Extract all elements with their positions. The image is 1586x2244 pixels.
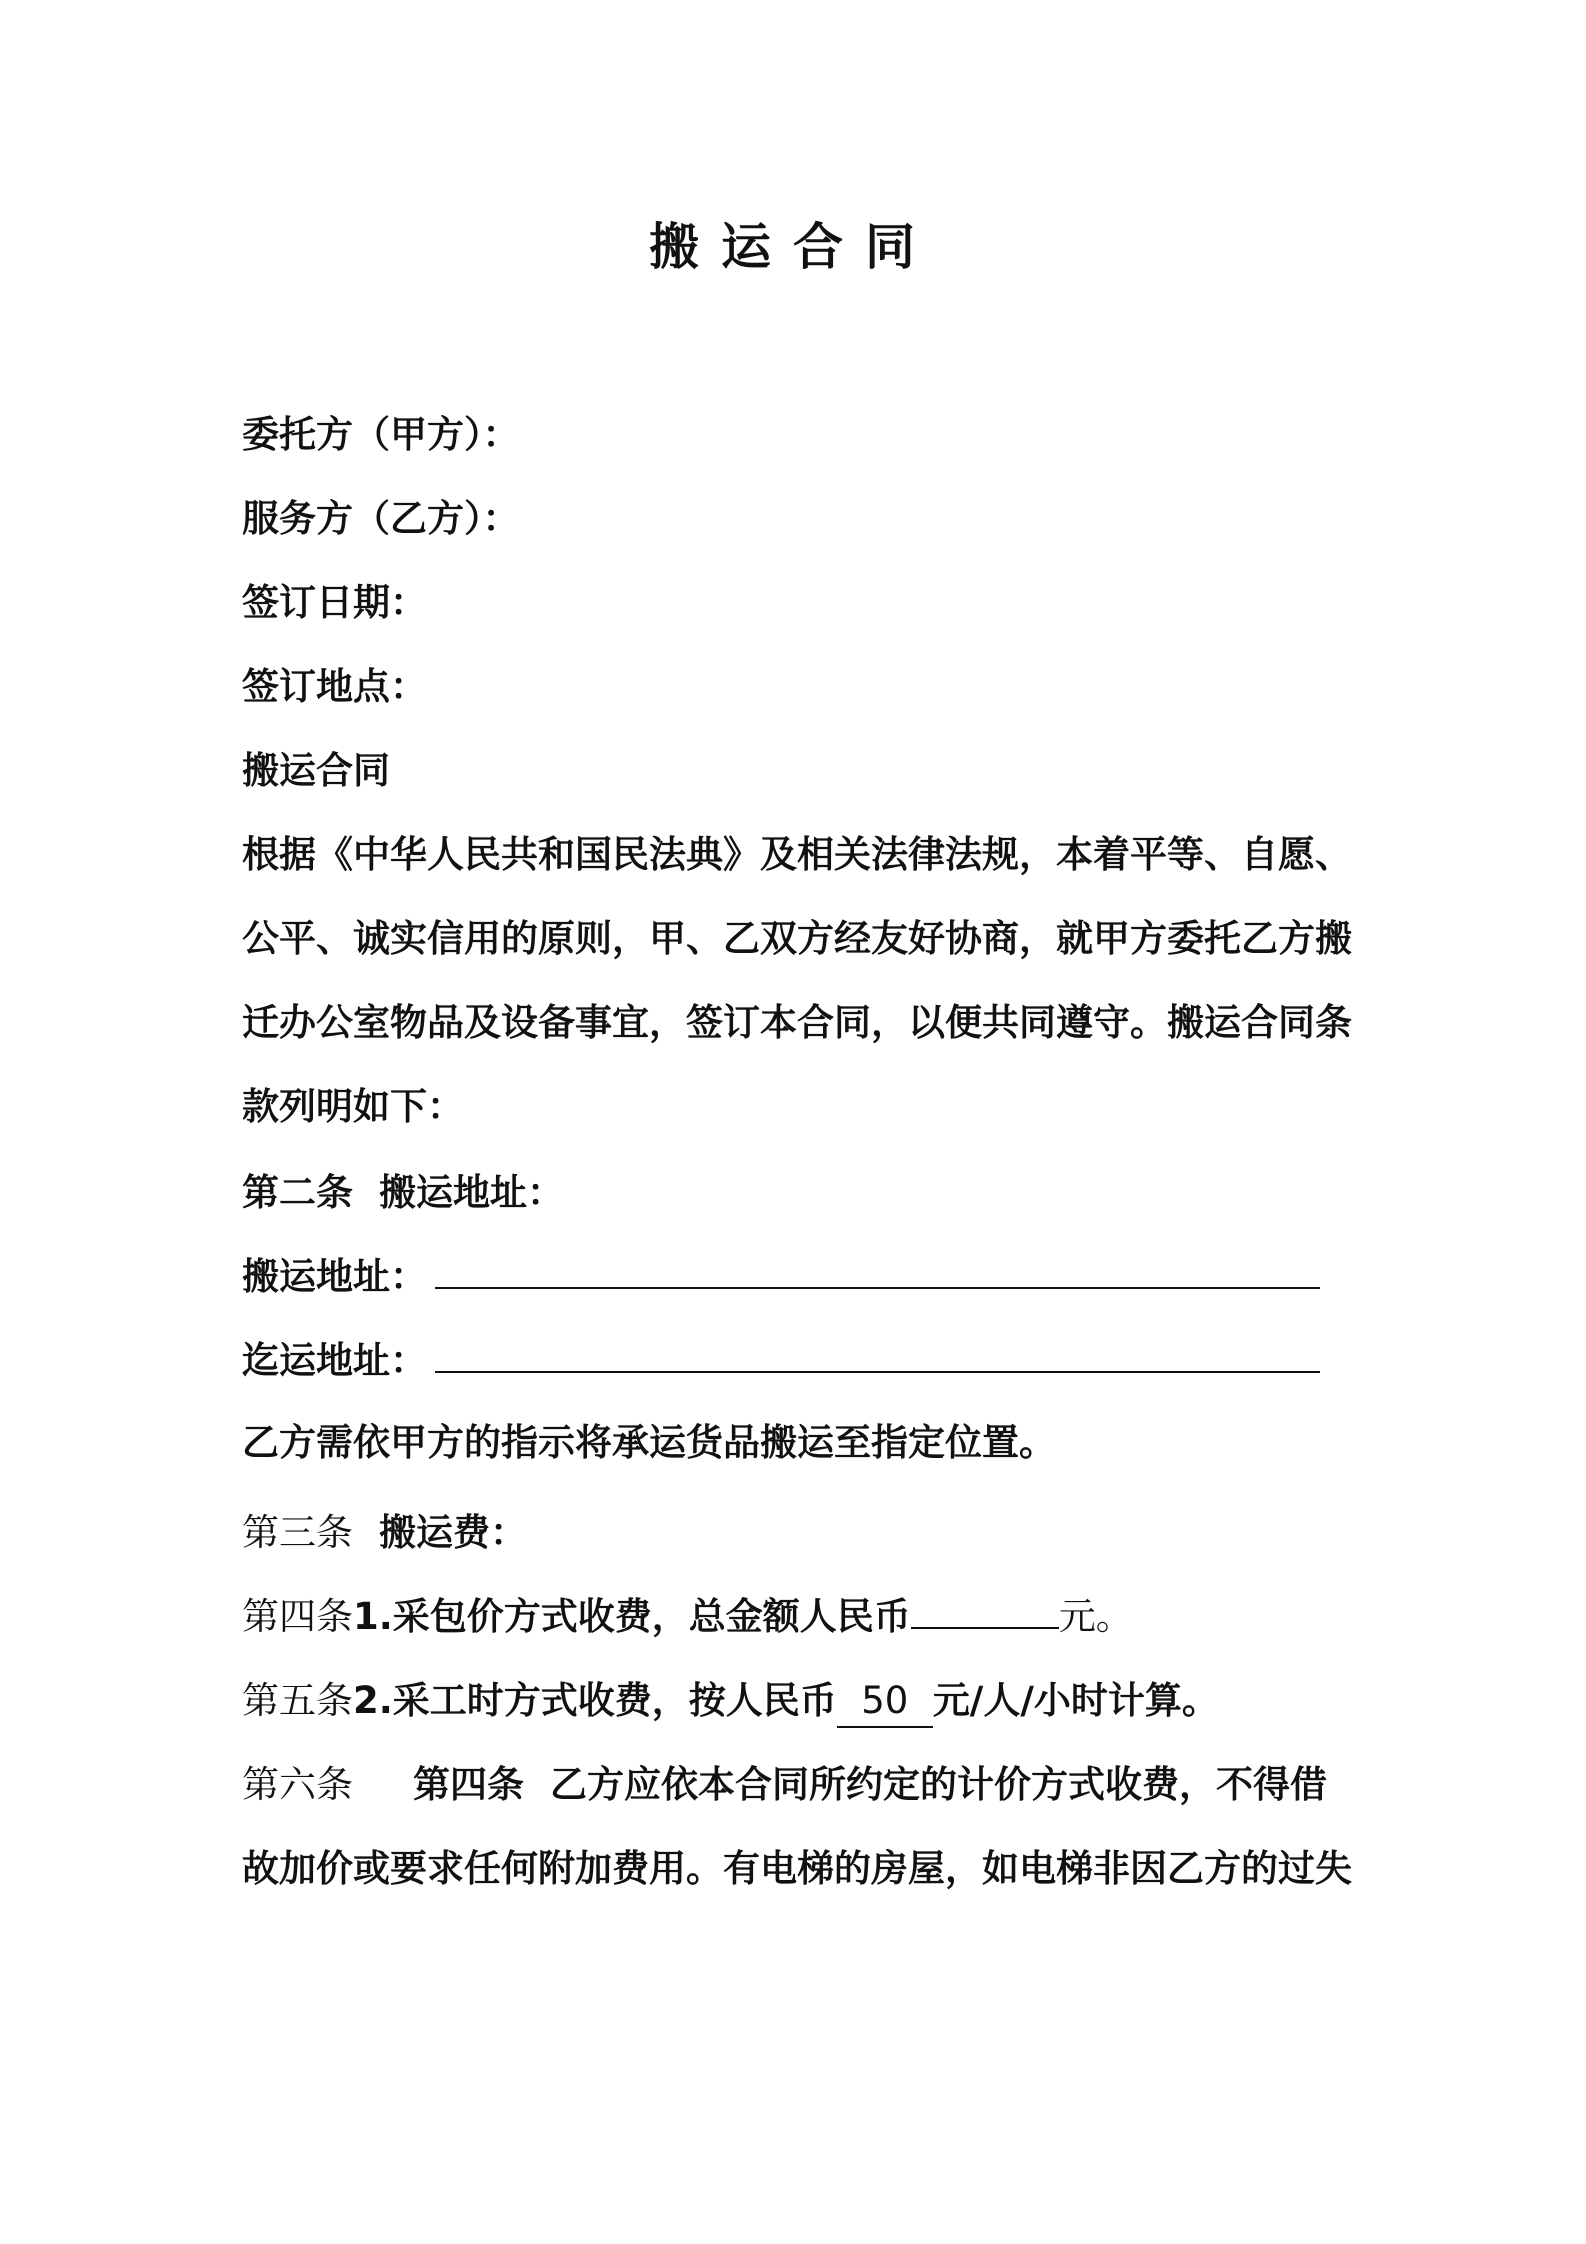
- article-2-number: 第二条: [242, 1171, 353, 1214]
- from-address-field: [242, 1252, 1362, 1302]
- article-6-line-1: [242, 1760, 1362, 1810]
- total-amount-blank: [911, 1593, 1059, 1629]
- article-5-text: 2.采工时方式收费，按人民币: [353, 1679, 837, 1722]
- article-6-text-1: 乙方应依本合同所约定的计价方式收费，不得借: [550, 1763, 1327, 1806]
- sign-date-label: 签订日期：: [242, 581, 427, 624]
- article-4-unit: 元。: [1058, 1595, 1133, 1638]
- article-2-note: 乙方需依甲方的指示将承运货品搬运至指定位置。: [242, 1421, 1056, 1464]
- article-2-title: 搬运地址：: [379, 1171, 564, 1214]
- party-b-field: [242, 494, 1362, 544]
- intro-line-2: 公平、诚实信用的原则，甲、乙双方经友好协商，就甲方委托乙方搬: [242, 917, 1352, 960]
- to-address-blank: [435, 1337, 1320, 1373]
- article-6-line-2: 故加价或要求任何附加费用。有电梯的房屋，如电梯非因乙方的过失: [242, 1847, 1352, 1890]
- article-3-heading: [242, 1508, 1362, 1558]
- article-6-inner-number: 第四条: [413, 1763, 524, 1806]
- article-3-title: 搬运费：: [379, 1511, 527, 1554]
- hourly-rate-value: 50: [837, 1676, 933, 1728]
- article-5-number: 第五条: [242, 1679, 353, 1722]
- party-a-field: [242, 410, 1362, 460]
- to-address-field: [242, 1336, 1362, 1386]
- party-b-label: 服务方（乙方）：: [242, 497, 520, 540]
- sign-place-field: [242, 662, 1362, 712]
- party-a-label: 委托方（甲方）：: [242, 413, 520, 456]
- contract-subtitle: 搬运合同: [242, 749, 390, 792]
- intro-line-1: 根据《中华人民共和国民法典》及相关法律法规，本着平等、自愿、: [242, 833, 1352, 876]
- intro-line-3: 迁办公室物品及设备事宜，签订本合同，以便共同遵守。搬运合同条: [242, 1001, 1352, 1044]
- article-4-text: 1.采包价方式收费，总金额人民币: [353, 1595, 911, 1638]
- sign-place-label: 签订地点：: [242, 665, 427, 708]
- article-5: [242, 1676, 1362, 1728]
- article-3-number: 第三条: [242, 1511, 353, 1554]
- document-title: 搬运合同: [649, 218, 937, 276]
- article-5-unit: 元/人/小时计算。: [932, 1679, 1219, 1722]
- to-address-label: 迄运地址：: [242, 1339, 427, 1382]
- article-6-number: 第六条: [242, 1763, 353, 1806]
- article-4: [242, 1592, 1362, 1642]
- intro-line-4: 款列明如下：: [242, 1085, 464, 1128]
- from-address-label: 搬运地址：: [242, 1255, 427, 1298]
- from-address-blank: [435, 1253, 1320, 1289]
- sign-date-field: [242, 578, 1362, 628]
- article-2-heading: [242, 1168, 1362, 1218]
- article-4-number: 第四条: [242, 1595, 353, 1638]
